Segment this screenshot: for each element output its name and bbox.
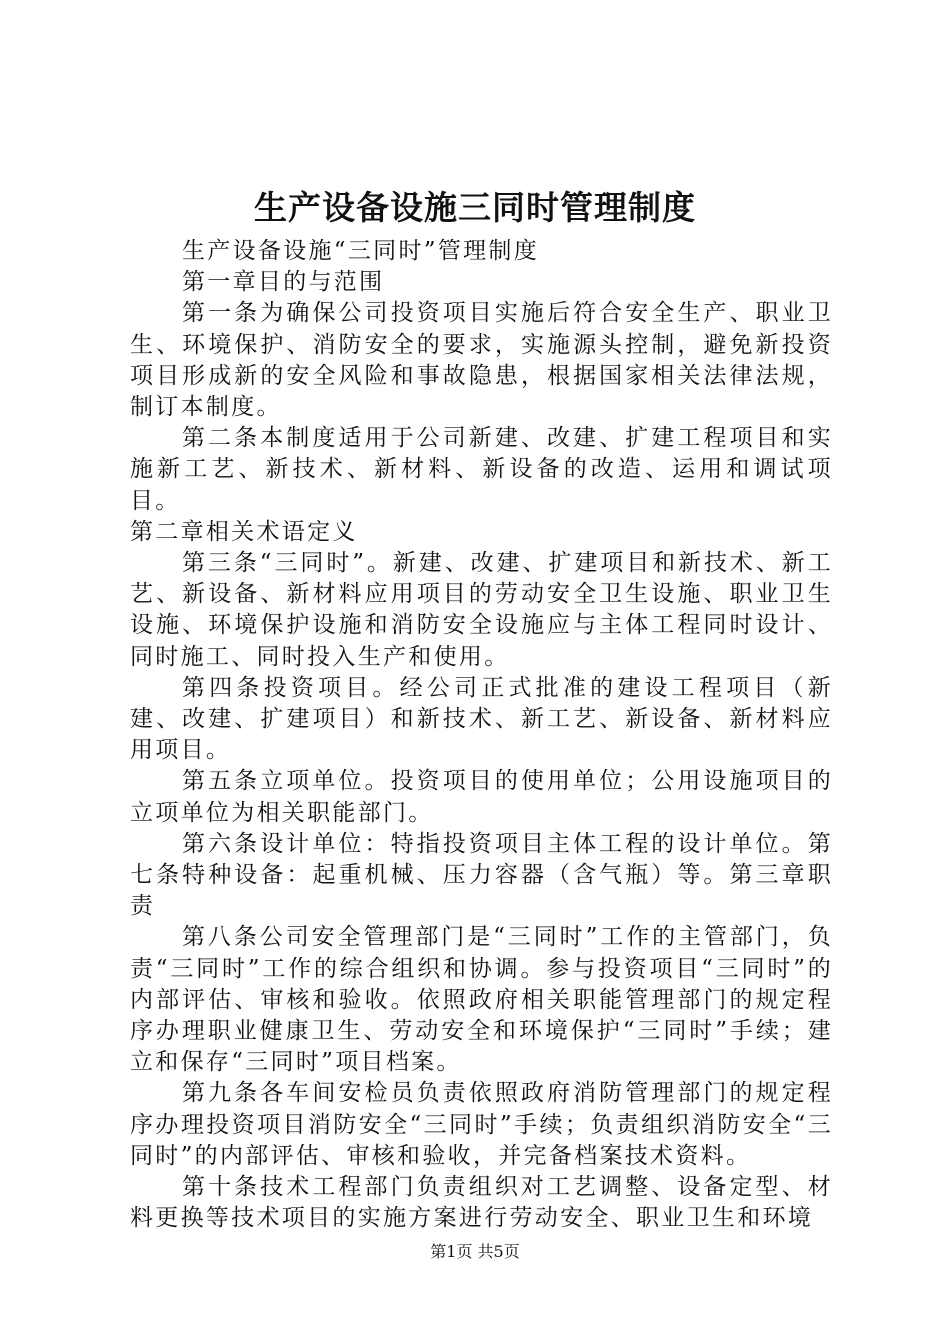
document-title: 生产设备设施三同时管理制度 bbox=[254, 188, 696, 227]
paragraph: 第一条为确保公司投资项目实施后符合安全生产、职业卫生、环境保护、消防安全的要求，实施源头控制，避免新投资项目形成新的安全风险和事故隐患，根据国家相关法律法规，制订本制度。 bbox=[130, 300, 833, 421]
paragraph: 第九条各车间安检员负责依照政府消防管理部门的规定程序办理投资项目消防安全“三同时”手续；负责组织消防安全“三同时”的内部评估、审核和验收，并完备档案技术资料。 bbox=[130, 1080, 833, 1169]
paragraph: 第十条技术工程部门负责组织对工艺调整、设备定型、材料更换等技术项目的实施方案进行劳动安全、职业卫生和环境 bbox=[130, 1174, 833, 1232]
paragraph: 第八条公司安全管理部门是“三同时”工作的主管部门，负责“三同时”工作的综合组织和协调。参与投资项目“三同时”的内部评估、审核和验收。依照政府相关职能管理部门的规定程序办理职业健康卫生、劳动安全和环境保护“三同时”手续；建立和保存“三同时”项目档案。 bbox=[130, 924, 833, 1076]
paragraph: 第三条“三同时”。新建、改建、扩建项目和新技术、新工艺、新设备、新材料应用项目的劳动安全卫生设施、职业卫生设施、环境保护设施和消防安全设施应与主体工程同时设计、同时施工、同时投入生产和使用。 bbox=[130, 550, 833, 670]
document-body bbox=[130, 236, 833, 1235]
paragraph: 第四条投资项目。经公司正式批准的建设工程项目（新建、改建、扩建项目）和新技术、新工艺、新设备、新材料应用项目。 bbox=[130, 674, 833, 764]
paragraph: 生产设备设施“三同时”管理制度 bbox=[182, 238, 540, 264]
paragraph: 第五条立项单位。投资项目的使用单位；公用设施项目的立项单位为相关职能部门。 bbox=[130, 768, 833, 826]
paragraph: 第一章目的与范围 bbox=[182, 269, 385, 296]
paragraph: 第六条设计单位：特指投资项目主体工程的设计单位。第七条特种设备：起重机械、压力容器（含气瓶）等。第三章职责 bbox=[130, 830, 833, 920]
page-number: 第1页 共5页 bbox=[430, 1242, 520, 1261]
paragraph: 第二章相关术语定义 bbox=[130, 518, 358, 545]
paragraph: 第二条本制度适用于公司新建、改建、扩建工程项目和实施新工艺、新技术、新材料、新设备的改造、运用和调试项目。 bbox=[130, 425, 833, 514]
